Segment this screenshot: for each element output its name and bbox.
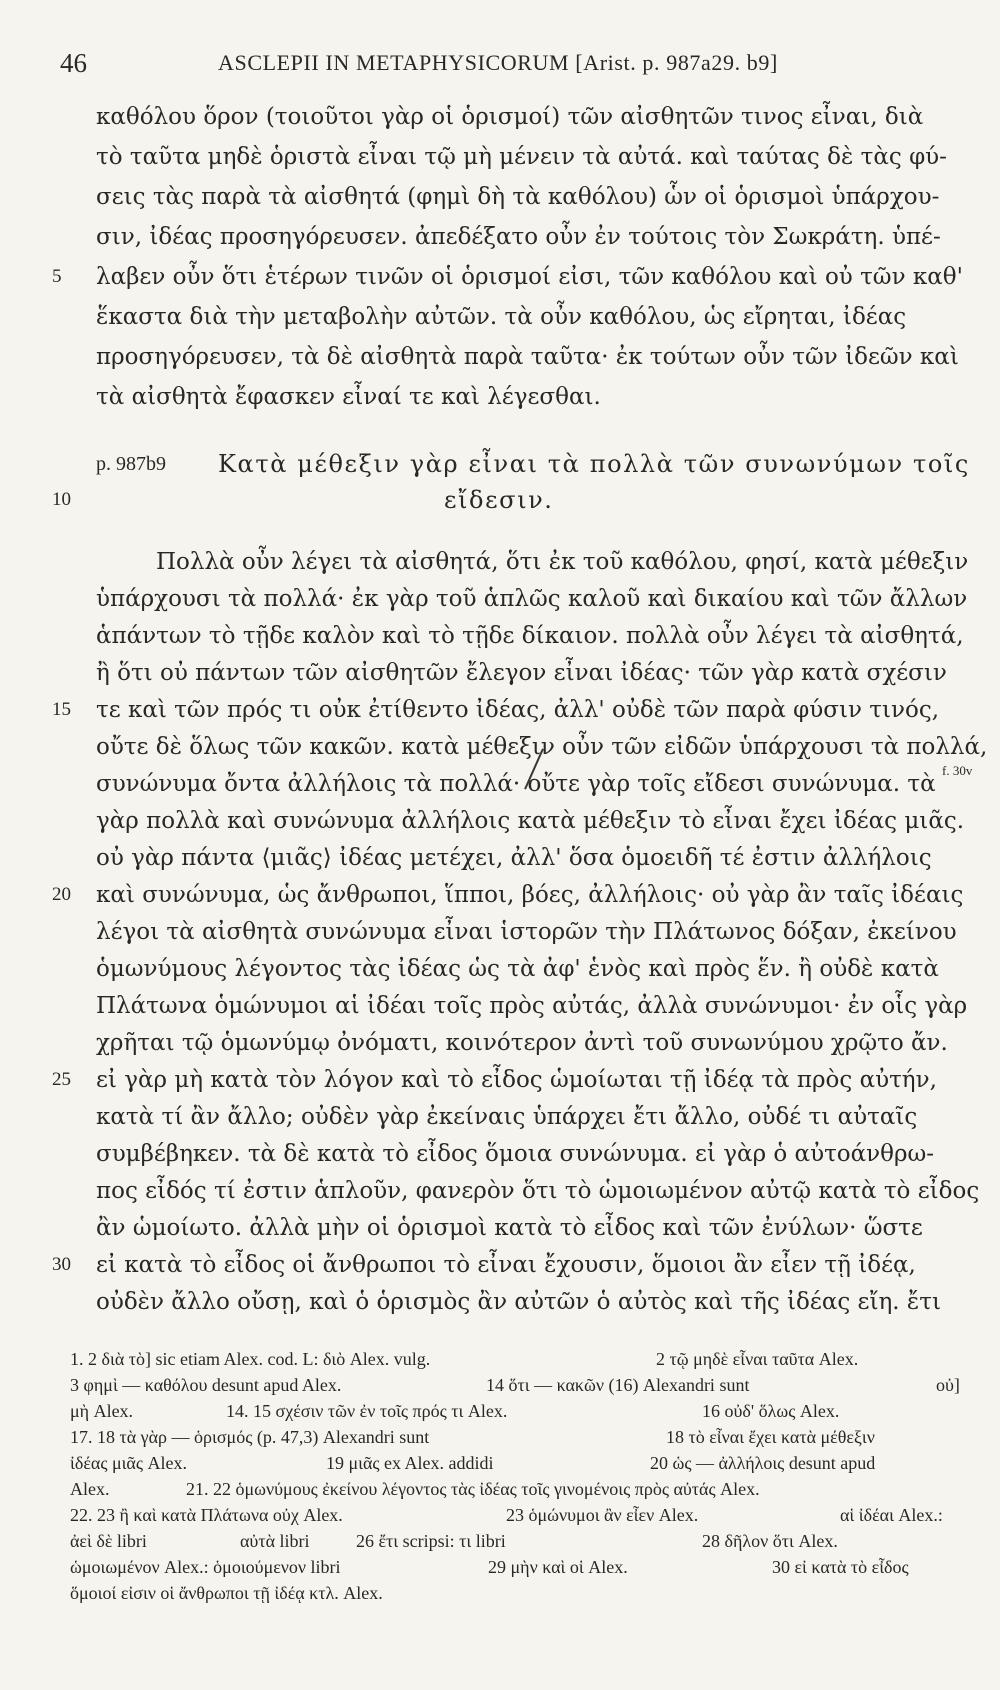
footnote-entry: 21. 22 ὁμωνύμους ἐκείνου λέγοντος τὰς ἰδέας τοῖς γινομένοις πρὸς αὐτάς Alex.: [186, 1479, 760, 1499]
commentary-line: χρῆται τῷ ὁμωνύμῳ ὀνόματι, κοινότερον ἀντὶ τοῦ συνωνύμου χρῷτο ἄν.: [96, 1030, 948, 1056]
footnote-entry: 3 φημὶ — καθόλου desunt apud Alex.: [70, 1375, 342, 1395]
lemma-line: εἴδεσιν.: [444, 486, 554, 514]
footnote-entry: 16 οὐδ' ὅλως Alex.: [702, 1401, 840, 1421]
footnote-entry: 30 εἰ κατὰ τὸ εἶδος: [772, 1557, 909, 1577]
footnote-entry: 18 τὸ εἶναι ἔχει κατὰ μέθεξιν: [666, 1427, 875, 1447]
footnote-entry: 26 ἔτι scripsi: τι libri: [356, 1531, 506, 1551]
commentary-line: οὔτε δὲ ὅλως τῶν κακῶν. κατὰ μέθεξιν οὖν τῶν εἰδῶν ὑπάρχουσι τὰ πολλά,: [96, 734, 988, 760]
commentary-line: ἂν ὡμοίωτο. ἀλλὰ μὴν οἱ ὁρισμοὶ κατὰ τὸ εἶδος καὶ τῶν ἐνύλων· ὥστε: [96, 1215, 923, 1241]
footnote-entry: 17. 18 τὰ γὰρ — ὁρισμός (p. 47,3) Alexandri sunt: [70, 1427, 430, 1447]
footnote-entry: Alex.: [70, 1479, 110, 1499]
commentary-line: ἢ ὅτι οὐ πάντων τῶν αἰσθητῶν ἔλεγον εἶναι ἰδέας· τῶν γὰρ κατὰ σχέσιν: [96, 660, 947, 686]
footnote-entry: αὐτὰ libri: [240, 1531, 310, 1551]
footnote-entry: ἰδέας μιᾶς Alex.: [70, 1453, 187, 1473]
line-number: 25: [52, 1069, 71, 1090]
footnote-entry: ἀεὶ δὲ libri: [70, 1531, 147, 1551]
body-line: λαβεν οὖν ὅτι ἑτέρων τινῶν οἱ ὁρισμοί εἰσι, τῶν καθόλου καὶ οὐ τῶν καθ': [96, 264, 963, 290]
lemma-reference: p. 987b9: [96, 453, 166, 475]
commentary-line: λέγοι τὰ αἰσθητὰ συνώνυμα εἶναι ἱστορῶν τὴν Πλάτωνος δόξαν, ἐκείνου: [96, 919, 957, 945]
running-header: [0, 48, 1000, 84]
commentary-line: πος εἶδός τί ἐστιν ἁπλοῦν, φανερὸν ὅτι τὸ ὡμοιωμένον αὐτῷ κατὰ τὸ εἶδος: [96, 1178, 980, 1204]
commentary-line: γὰρ πολλὰ καὶ συνώνυμα ἀλλήλοις κατὰ μέθεξιν τὸ εἶναι ἔχει ἰδέας μιᾶς.: [96, 808, 965, 834]
commentary-line: τε καὶ τῶν πρός τι οὐκ ἐτίθεντο ἰδέας, ἀλλ' οὐδὲ τῶν παρὰ φύσιν τινός,: [96, 697, 940, 723]
line-number: 5: [52, 266, 62, 287]
commentary-line: Πλάτωνα ὁμώνυμοι αἱ ἰδέαι τοῖς πρὸς αὐτάς, ἀλλὰ συνώνυμοι· ἐν οἷς γὰρ: [96, 993, 968, 1019]
body-line: τὰ αἰσθητὰ ἔφασκεν εἶναί τε καὶ λέγεσθαι.: [96, 384, 601, 410]
footnote-entry: ὡμοιωμένον Alex.: ὁμοιούμενον libri: [70, 1557, 341, 1577]
commentary-line: οὐδὲν ἄλλο οὔσῃ, καὶ ὁ ὁρισμὸς ἂν αὐτῶν ὁ αὐτὸς καὶ τῆς ἰδέας εἴη. ἔτι: [96, 1289, 941, 1315]
commentary-line: καὶ συνώνυμα, ὡς ἄνθρωποι, ἵπποι, βόες, ἀλλήλοις· οὐ γὰρ ἂν ταῖς ἰδέαις: [96, 882, 964, 908]
footnote-entry: 14 ὅτι — κακῶν (16) Alexandri sunt: [486, 1375, 750, 1395]
footnote-entry: αἱ ἰδέαι Alex.:: [840, 1505, 943, 1525]
footnote-entry: 1. 2 διὰ τὸ] sic etiam Alex. cod. L: διὸ Alex. vulg.: [70, 1349, 431, 1369]
footnote-entry: μὴ Alex.: [70, 1401, 134, 1421]
commentary-line: Πολλὰ οὖν λέγει τὰ αἰσθητά, ὅτι ἐκ τοῦ καθόλου, φησί, κατὰ μέθεξιν: [156, 549, 969, 575]
footnote-entry: 28 δῆλον ὅτι Alex.: [702, 1531, 838, 1551]
commentary-line: ὁμωνύμους λέγοντος τὰς ἰδέας ὡς τὰ ἀφ' ἑνὸς καὶ πρὸς ἕν. ἢ οὐδὲ κατὰ: [96, 956, 939, 982]
line-number: 30: [52, 1254, 71, 1275]
footnote-entry: οὐ]: [936, 1375, 960, 1395]
footnote-entry: 29 μὴν καὶ οἱ Alex.: [488, 1557, 628, 1577]
page-number: 46: [60, 48, 87, 78]
footnote-entry: 22. 23 ἢ καὶ κατὰ Πλάτωνα οὐχ Alex.: [70, 1505, 343, 1525]
margin-folio-note: f. 30v: [942, 763, 973, 778]
commentary-line: συνώνυμα ὄντα ἀλλήλοις τὰ πολλά· οὔτε γὰρ τοῖς εἴδεσι συνώνυμα. τὰ: [96, 771, 936, 797]
footnote-entry: 14. 15 σχέσιν τῶν ἐν τοῖς πρός τι Alex.: [226, 1401, 508, 1421]
commentary-line: εἰ κατὰ τὸ εἶδος οἱ ἄνθρωποι τὸ εἶναι ἔχουσιν, ὅμοιοι ἂν εἶεν τῇ ἰδέᾳ,: [96, 1252, 916, 1278]
body-line: καθόλου ὅρον (τοιοῦτοι γὰρ οἱ ὁρισμοί) τῶν αἰσθητῶν τινος εἶναι, διὰ: [96, 104, 924, 130]
body-line: προσηγόρευσεν, τὰ δὲ αἰσθητὰ παρὰ ταῦτα· ἐκ τούτων οὖν τῶν ἰδεῶν καὶ: [96, 344, 959, 370]
footnote-entry: 19 μιᾶς ex Alex. addidi: [326, 1453, 494, 1473]
commentary-line: ὑπάρχουσι τὰ πολλά· ἐκ γὰρ τοῦ ἁπλῶς καλοῦ καὶ δικαίου καὶ τῶν ἄλλων: [96, 586, 968, 612]
line-number: 15: [52, 699, 71, 720]
commentary-line: οὐ γὰρ πάντα ⟨μιᾶς⟩ ἰδέας μετέχει, ἀλλ' ὅσα ὁμοειδῆ τέ ἐστιν ἀλλήλοις: [96, 845, 932, 871]
body-line: τὸ ταῦτα μηδὲ ὁριστὰ εἶναι τῷ μὴ μένειν τὰ αὐτά. καὶ ταύτας δὲ τὰς φύ-: [96, 144, 947, 170]
body-line: σιν, ἰδέας προσηγόρευσεν. ἀπεδέξατο οὖν ἐν τούτοις τὸν Σωκράτη. ὑπέ-: [96, 224, 941, 250]
body-line: σεις τὰς παρὰ τὰ αἰσθητά (φημὶ δὴ τὰ καθόλου) ὧν οἱ ὁρισμοὶ ὑπάρχου-: [96, 184, 940, 210]
commentary-line: συμβέβηκεν. τὰ δὲ κατὰ τὸ εἶδος ὅμοια συνώνυμα. εἰ γὰρ ὁ αὐτοάνθρω-: [96, 1141, 935, 1167]
body-line: ἕκαστα διὰ τὴν μεταβολὴν αὐτῶν. τὰ οὖν καθόλου, ὡς εἴρηται, ἰδέας: [96, 304, 907, 330]
commentary-line: κατὰ τί ἂν ἄλλο; οὐδὲν γὰρ ἐκείναις ὑπάρχει ἔτι ἄλλο, οὐδέ τι αὐταῖς: [96, 1104, 918, 1130]
header-title: ASCLEPII IN METAPHYSICORUM [Arist. p. 987a29. b9]: [218, 50, 778, 75]
footnote-entry: 2 τῷ μηδὲ εἶναι ταῦτα Alex.: [656, 1349, 859, 1369]
lemma-line: Κατὰ μέθεξιν γὰρ εἶναι τὰ πολλὰ τῶν συνωνύμων τοῖς: [218, 450, 970, 478]
footnote-entry: 20 ὡς — ἀλλήλοις desunt apud: [650, 1453, 876, 1473]
line-number: 20: [52, 884, 71, 905]
commentary-line: εἰ γὰρ μὴ κατὰ τὸν λόγον καὶ τὸ εἶδος ὡμοίωται τῇ ἰδέᾳ τὰ πρὸς αὐτήν,: [96, 1067, 937, 1093]
footnote-entry: 23 ὁμώνυμοι ἂν εἶεν Alex.: [506, 1505, 699, 1525]
footnote-entry: ὅμοιοί εἰσιν οἱ ἄνθρωποι τῇ ἰδέᾳ κτλ. Alex.: [70, 1583, 383, 1603]
commentary-line: ἁπάντων τὸ τῇδε καλὸν καὶ τὸ τῇδε δίκαιον. πολλὰ οὖν λέγει τὰ αἰσθητά,: [96, 623, 964, 649]
line-number: 10: [52, 489, 71, 510]
